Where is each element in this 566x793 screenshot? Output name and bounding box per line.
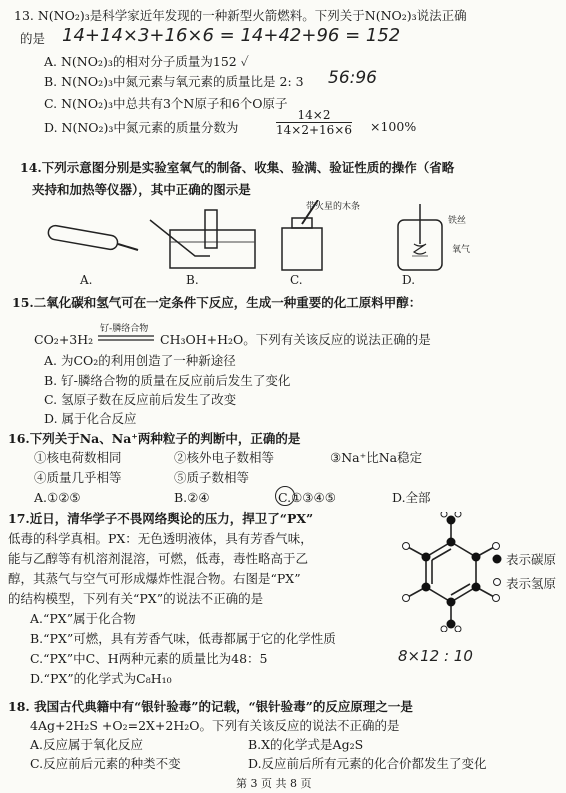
fig-a-test-tube	[47, 225, 138, 251]
q14-fig-a-label: A.	[80, 273, 93, 287]
q13-option-a: A. N(NO₂)₃的相对分子质量为152 ✓	[44, 54, 249, 69]
q17-option-c: C.“PX”中C、H两种元素的质量比为48：5	[30, 651, 268, 666]
q13-fraction	[276, 108, 352, 137]
q14-label-d1: 铁丝	[448, 216, 467, 226]
q16-option-a: A.①②⑤	[34, 490, 81, 505]
q16-option-b: B.②④	[174, 490, 210, 505]
q17-line4: 醇，其蒸气与空气可形成爆炸性混合物。右图是“PX”	[8, 571, 301, 586]
q17-handwriting: 8×12 : 10	[398, 647, 473, 665]
q17-option-a: A.“PX”属于化合物	[30, 611, 136, 626]
q17-line2: 低毒的科学真相。PX：无色透明液体，具有芳香气味，	[8, 531, 313, 546]
page-footer: 第 3 页 共 8 页	[236, 777, 312, 790]
q13-option-c: C. N(NO₂)₃中总共有3个N原子和6个O原子	[44, 96, 288, 111]
q14-label-d2: 氧气	[452, 245, 471, 255]
q16-item-3: ③Na⁺比Na稳定	[330, 450, 423, 465]
q13-fraction-num: 14×2	[276, 108, 352, 123]
q13-fraction-den: 14×2+16×6	[276, 123, 352, 137]
q14-figures	[20, 200, 470, 272]
q13-option-d: D. N(NO₂)₃中氮元素的质量分数为	[44, 120, 239, 135]
q15-option-c: C. 氢原子数在反应前后发生了改变	[44, 392, 237, 407]
q14-fig-d-label: D.	[402, 273, 416, 287]
px-legend-carbon: 表示碳原	[506, 552, 557, 567]
q13-handwriting: 14+14×3+16×6 = 14+42+96 = 152	[62, 25, 401, 46]
px-legend-hydrogen: 表示氢原	[506, 576, 557, 591]
q17-option-d: D.“PX”的化学式为C₈H₁₀	[30, 671, 172, 686]
q14-label-c: 带火星的木条	[306, 202, 361, 212]
px-legend-icons	[490, 552, 504, 592]
q15-stem: 15.二氧化碳和氢气可在一定条件下反应，生成一种重要的化工原料甲醇：	[12, 295, 422, 310]
q15-option-b: B. 钌-膦络合物的质量在反应前后发生了变化	[44, 373, 291, 388]
fig-b-trough	[150, 210, 255, 268]
q16-answer-circle	[275, 486, 295, 506]
q14-stem-line2: 夹持和加热等仪器），其中正确的图示是	[32, 182, 251, 197]
q13-fraction-tail: ×100%	[370, 119, 417, 134]
q18-option-b: B.X的化学式是Ag₂S	[248, 737, 364, 752]
q15-catalyst: 钌-膦络合物	[100, 324, 149, 334]
fig-d-bottle	[398, 204, 442, 270]
q15-eq-left: CO₂+3H₂	[34, 332, 94, 347]
q16-item-2: ②核外电子数相等	[174, 450, 275, 465]
q13-option-b: B. N(NO₂)₃中氮元素与氧元素的质量比是 2: 3	[44, 74, 304, 89]
q15-reaction-arrow	[96, 334, 158, 342]
q16-stem: 16.下列关于Na、Na⁺两种粒子的判断中，正确的是	[8, 431, 301, 446]
q17-line1: 17.近日，清华学子不畏网络舆论的压力，捍卫了“PX”	[8, 511, 314, 526]
q15-option-d: D. 属于化合反应	[44, 411, 137, 426]
q16-item-1: ①核电荷数相同	[34, 450, 122, 465]
q14-fig-b-label: B.	[186, 273, 199, 287]
q16-option-d: D.全部	[392, 490, 431, 505]
q17-option-b: B.“PX”可燃，具有芳香气味，低毒都属于它的化学性质	[30, 631, 336, 646]
q17-line5: 的结构模型，下列有关“PX”的说法不正确的是	[8, 591, 264, 606]
q15-option-a: A. 为CO₂的利用创造了一种新途径	[44, 353, 236, 368]
q18-stem-line2: 4Ag+2H₂S +O₂=2X+2H₂O。下列有关该反应的说法不正确的是	[30, 718, 400, 733]
q16-item-5: ⑤质子数相等	[174, 470, 250, 485]
q18-option-c: C.反应前后元素的种类不变	[30, 756, 181, 771]
q13-stem-line2: 的是	[20, 31, 46, 46]
q17-line3: 能与乙醇等有机溶剂混溶，可燃，低毒，毒性略高于乙	[8, 551, 309, 566]
q14-stem-line1: 14.下列示意图分别是实验室氧气的制备、收集、验满、验证性质的操作（省略	[20, 160, 455, 175]
q13-handwriting-b: 56:96	[328, 68, 377, 88]
q14-fig-c-label: C.	[290, 273, 303, 287]
q15-eq-right: CH₃OH+H₂O。下列有关该反应的说法正确的是	[160, 332, 431, 347]
q16-option-c: C.①③④⑤	[278, 490, 336, 505]
q18-option-d: D.反应前后所有元素的化合价都发生了变化	[248, 756, 487, 771]
q13-stem-line1: 13. N(NO₂)₃是科学家近年发现的一种新型火箭燃料。下列关于N(NO₂)₃说法正确	[14, 8, 467, 23]
q16-item-4: ④质量几乎相等	[34, 470, 122, 485]
q18-option-a: A.反应属于氧化反应	[30, 737, 144, 752]
q18-stem-line1: 18. 我国古代典籍中有“银针验毒”的记载，“银针验毒”的反应原理之一是	[8, 699, 413, 714]
